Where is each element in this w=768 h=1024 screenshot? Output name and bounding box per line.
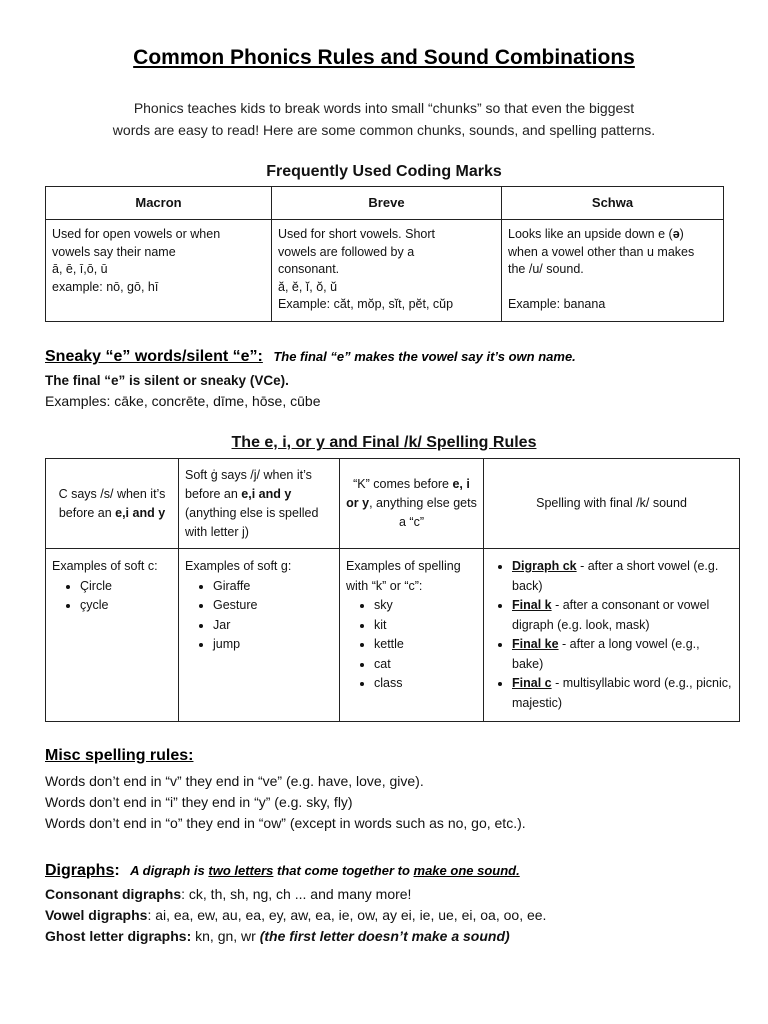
misc-rule: Words don’t end in “v” they end in “ve” (e.g. have, love, give). — [45, 773, 424, 789]
note-text: A digraph is — [130, 863, 209, 878]
breve-line: vowels are followed by a — [278, 244, 415, 259]
value: : ai, ea, ew, au, ea, ey, aw, ea, ie, ow, ay ei, ie, ue, ei, oa, oo, ee. — [147, 907, 547, 923]
header-bold-text: e,i and y — [115, 505, 166, 520]
header-text: Soft ġ says /j/ when it’s before an — [185, 467, 312, 501]
digraphs-colon: : — [114, 862, 120, 879]
breve-line: ă, ĕ, ĭ, ŏ, ŭ — [278, 279, 338, 294]
list-item: • kettle — [374, 635, 477, 655]
rule-term: Digraph ck — [512, 559, 577, 573]
macron-cell — [46, 220, 272, 322]
rule-desc: - multisyllabic word (e.g., picnic, majestic) — [512, 676, 732, 710]
spelling-rules-table — [45, 458, 740, 722]
schwa-symbol: ə — [672, 227, 680, 241]
soft-g-header — [179, 459, 340, 549]
k-or-c-cell — [340, 549, 484, 722]
schwa-line: the /u/ sound. — [508, 262, 584, 276]
list-item: • class — [374, 674, 477, 694]
spacer — [508, 279, 717, 296]
soft-c-list — [52, 577, 172, 616]
list-item: • cat — [374, 655, 477, 675]
sneaky-e-heading — [45, 348, 576, 366]
macron-line: ā, ē, ī,ō, ū — [52, 262, 108, 276]
rule-term: Final ke — [512, 637, 559, 651]
list-item — [512, 635, 733, 674]
table-row — [46, 220, 724, 322]
label: Vowel digraphs — [45, 907, 148, 923]
coding-marks-heading: Frequently Used Coding Marks — [266, 163, 502, 180]
soft-c-label: Examples of soft c: — [52, 559, 158, 573]
header-breve: Breve — [272, 187, 502, 220]
label: Consonant digraphs — [45, 886, 182, 902]
sneaky-e-title: Sneaky “e” words/silent “e”: — [45, 348, 263, 365]
intro-paragraph — [60, 97, 708, 141]
breve-line: consonant. — [278, 262, 340, 276]
rule-desc: - after a short vowel (e.g. back) — [512, 559, 719, 593]
digraphs-heading — [45, 862, 520, 880]
rule-term: Final c — [512, 676, 552, 690]
final-k-cell — [484, 549, 740, 722]
k-or-c-list — [346, 596, 477, 694]
header-text: “K” comes before — [353, 477, 453, 491]
note-text: two letters — [208, 863, 274, 878]
macron-line: Used for open vowels or when — [52, 227, 221, 241]
header-schwa: Schwa — [502, 187, 724, 220]
header-bold-text: e,i and y — [241, 486, 292, 501]
value: kn, gn, wr — [191, 928, 260, 944]
rule-term: Final k — [512, 598, 552, 612]
intro-line-2: words are easy to read! Here are some common chunks, sounds, and spelling patterns. — [112, 122, 656, 138]
breve-line: Example: căt, mŏp, sĭt, pĕt, cŭp — [278, 297, 454, 311]
list-item — [512, 557, 733, 596]
header-text: , anything else gets a “c” — [369, 496, 477, 529]
list-item: • çycle — [80, 596, 172, 616]
k-or-c-label: Examples of spelling with “k” or “c”: — [346, 559, 461, 593]
schwa-cell — [502, 220, 724, 322]
soft-c-cell — [46, 549, 179, 722]
coding-marks-table — [45, 186, 724, 322]
list-item: • kit — [374, 616, 477, 636]
sneaky-e-note: The final “e” makes the vowel say it’s own name. — [273, 349, 576, 364]
label: Ghost letter digraphs: — [45, 928, 192, 944]
list-item: • Çircle — [80, 577, 172, 597]
note-text: make one sound. — [413, 863, 520, 878]
schwa-line — [508, 226, 717, 244]
macron-line: example: nō, gō, hī — [52, 279, 159, 294]
soft-g-label: Examples of soft g: — [185, 559, 292, 573]
page-title: Common Phonics Rules and Sound Combinations — [133, 46, 635, 69]
header-macron: Macron — [46, 187, 272, 220]
consonant-digraphs — [45, 884, 411, 905]
list-item: • sky — [374, 596, 477, 616]
schwa-text: Looks like an upside down e ( — [508, 227, 673, 241]
table-header-row — [46, 459, 740, 549]
macron-line: vowels say their name — [52, 244, 176, 259]
table-header-row — [46, 187, 724, 220]
spelling-rules-heading: The e, i, or y and Final /k/ Spelling Rules — [231, 434, 537, 451]
sneaky-e-rule: The final “e” is silent or sneaky (VCe). — [45, 373, 289, 388]
list-item: • Jar — [213, 616, 333, 636]
sneaky-e-examples: Examples: cāke, concrēte, dīme, hōse, cūbe — [45, 393, 321, 409]
vowel-digraphs — [45, 905, 546, 926]
ghost-letter-digraphs — [45, 926, 510, 947]
soft-g-list — [185, 577, 333, 655]
soft-c-header — [46, 459, 179, 549]
list-item: • jump — [213, 635, 333, 655]
schwa-text: ) — [679, 227, 684, 241]
misc-rule: Words don’t end in “i” they end in “y” (e.g. sky, fly) — [45, 794, 353, 810]
header-text: C says /s/ when it’s before an — [58, 486, 166, 520]
digraphs-note — [130, 863, 520, 878]
rule-desc: - after a long vowel (e.g., bake) — [512, 637, 700, 671]
final-k-header: Spelling with final /k/ sound — [484, 459, 740, 549]
intro-line-1: Phonics teaches kids to break words into small “chunks” so that even the biggest — [133, 100, 635, 116]
misc-rules-heading: Misc spelling rules: — [45, 747, 194, 764]
header-text: (anything else is spelled with letter j) — [185, 505, 319, 539]
value: : ck, th, sh, ng, ch ... and many more! — [181, 886, 412, 902]
list-item: • Gesture — [213, 596, 333, 616]
breve-line: Used for short vowels. Short — [278, 227, 436, 241]
soft-g-cell — [179, 549, 340, 722]
breve-cell — [272, 220, 502, 322]
rule-desc: - after a consonant or vowel digraph (e.g. look, mask) — [512, 598, 710, 632]
schwa-line: when a vowel other than u makes — [508, 244, 695, 259]
list-item: • Giraffe — [213, 577, 333, 597]
table-row — [46, 549, 740, 722]
final-k-list — [490, 557, 733, 713]
note: (the first letter doesn’t make a sound) — [259, 928, 510, 944]
header-bold-text: e, i or y — [346, 477, 470, 510]
note-text: that come together to — [273, 863, 414, 878]
list-item — [512, 596, 733, 635]
list-item — [512, 674, 733, 713]
digraphs-title: Digraphs — [45, 862, 115, 879]
misc-rule: Words don’t end in “o” they end in “ow” (except in words such as no, go, etc.). — [45, 815, 526, 831]
schwa-example: Example: banana — [508, 296, 606, 311]
k-or-c-header — [340, 459, 484, 549]
